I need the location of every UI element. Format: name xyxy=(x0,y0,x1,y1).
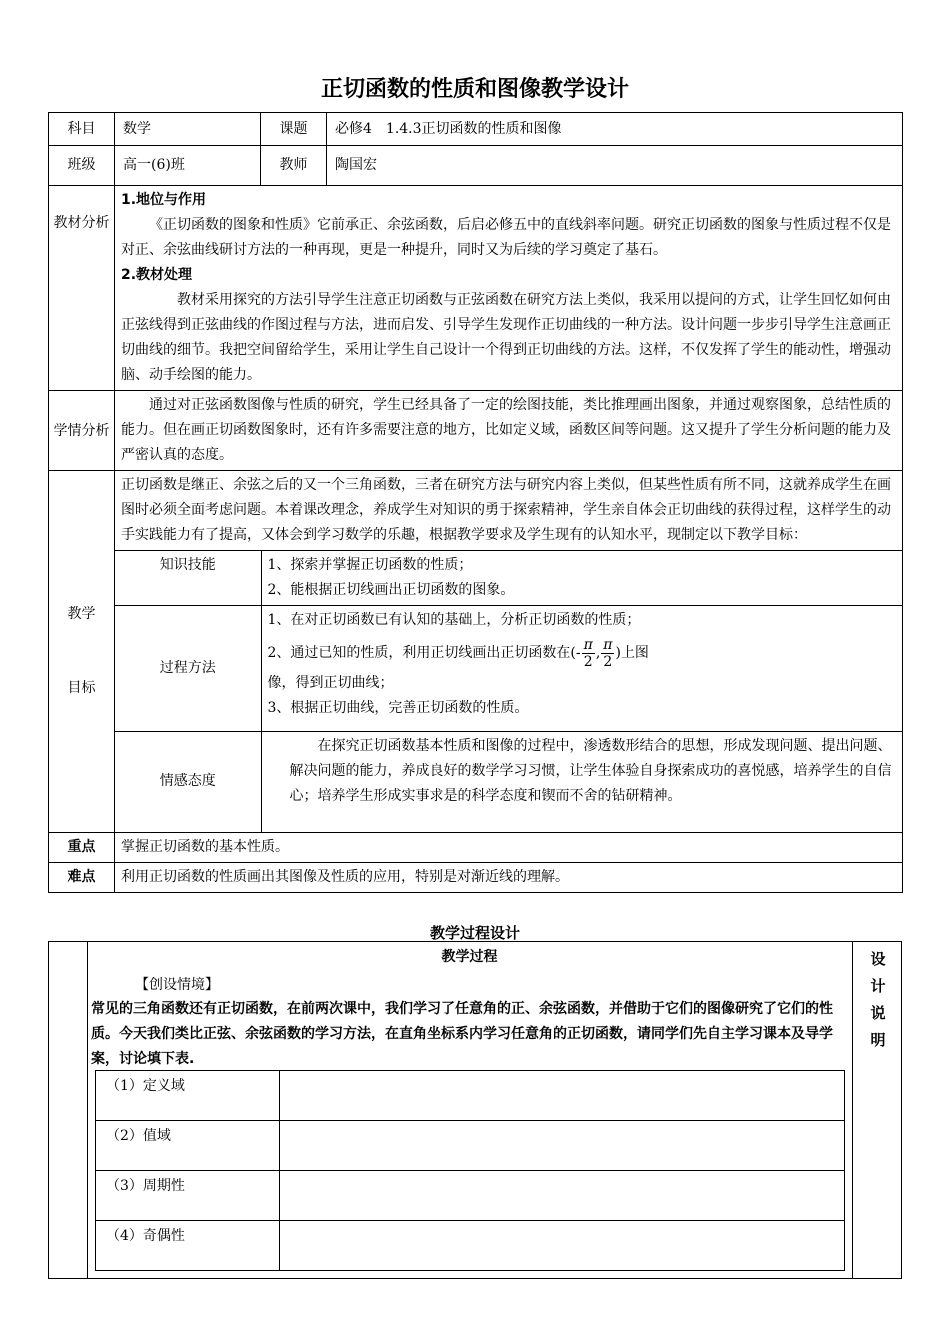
material-heading-2: 2.教材处理 xyxy=(121,267,193,283)
process-label: 过程方法 xyxy=(115,606,261,732)
goals-label-top: 教学 xyxy=(67,606,96,623)
class-value: 高一(6)班 xyxy=(115,146,261,186)
topic-value: 必修4 1.4.3正切函数的性质和图像 xyxy=(327,113,903,146)
properties-table xyxy=(95,1070,845,1271)
process-item-3: 3、根据正切曲线，完善正切函数的性质。 xyxy=(267,700,529,716)
process-header: 教学过程 xyxy=(441,949,498,965)
goals-label-bottom: 目标 xyxy=(67,680,96,697)
interval-comma: , xyxy=(595,645,601,661)
process-item-2 xyxy=(268,635,897,671)
process-intro: 常见的三角函数还有正切函数，在前两次课中，我们学习了任意角的正、余弦函数，并借助于它们的图像研究了它们的性质。今天我们类比正弦、余弦函数的学习方法，在直角坐标系内学习任意角的正切函数，请同学们先自主学习课本及导学案，讨论填下表. xyxy=(91,1001,833,1067)
fraction-pi-over-2-b xyxy=(601,637,614,670)
side-char-4: 明 xyxy=(870,1031,886,1049)
material-label-text: 教材分析 xyxy=(53,215,110,231)
fraction-numerator: π xyxy=(583,636,593,653)
process-item-1: 1、在对正切函数已有认知的基础上，分析正切函数的性质； xyxy=(267,612,641,628)
divider-right xyxy=(852,942,853,1278)
process-content xyxy=(261,606,902,732)
process-item-2-tail: 上图 xyxy=(620,645,649,661)
topic-label: 课题 xyxy=(261,113,327,146)
fraction-numerator-b: π xyxy=(603,636,613,653)
property-answer[interactable] xyxy=(280,1071,845,1121)
design-notes-header xyxy=(859,946,897,1054)
interval-close: ) xyxy=(615,645,621,661)
situation-heading: 【创设情境】 xyxy=(135,977,219,993)
process-item-2-cont: 像，得到正切曲线； xyxy=(267,675,394,691)
property-label: （1）定义域 xyxy=(96,1071,280,1121)
knowledge-label: 知识技能 xyxy=(115,551,261,606)
property-label: （4）奇偶性 xyxy=(96,1221,280,1271)
property-label: （2）值域 xyxy=(96,1121,280,1171)
knowledge-content xyxy=(261,551,902,606)
property-label: （3）周期性 xyxy=(96,1171,280,1221)
page-title: 正切函数的性质和图像教学设计 xyxy=(320,77,629,102)
subject-value: 数学 xyxy=(115,113,261,146)
key-label: 重点 xyxy=(49,832,115,862)
design-table xyxy=(48,112,903,893)
property-answer[interactable] xyxy=(280,1121,845,1171)
key-content: 掌握正切函数的基本性质。 xyxy=(115,832,903,862)
process-section-title: 教学过程设计 xyxy=(429,924,520,942)
goals-intro: 正切函数是继正、余弦之后的又一个三角函数，三者在研究方法与研究内容上类似，但某些性质有所不同，这就养成学生在画图时必须全面考虑问题。本着课改理念，养成学生对知识的勇于探索精神，学生亲自体会正切曲线的获得过程，这样学生的动手实践能力有了提高，又体会到学习数学的乐趣，根据教学要求及学生现有的认知水平，现制定以下教学目标： xyxy=(121,477,891,543)
property-answer[interactable] xyxy=(280,1221,845,1271)
process-table xyxy=(48,941,902,1279)
class-label: 班级 xyxy=(49,146,115,186)
goals-label xyxy=(49,471,115,833)
material-label xyxy=(49,186,115,391)
side-char-2: 计 xyxy=(870,977,886,995)
material-content xyxy=(115,186,903,391)
knowledge-item-2: 2、能根据正切线画出正切函数的图象。 xyxy=(267,582,515,598)
material-heading-1: 1.地位与作用 xyxy=(121,192,207,208)
emotion-label: 情感态度 xyxy=(115,732,261,832)
goals-subtable xyxy=(115,550,902,832)
learner-label: 学情分析 xyxy=(49,391,115,471)
teacher-label: 教师 xyxy=(261,146,327,186)
goals-content xyxy=(115,471,903,833)
knowledge-item-1: 1、探索并掌握正切函数的性质； xyxy=(267,557,473,573)
material-paragraph-1: 《正切函数的图象和性质》它前承正、余弦函数，后启必修五中的直线斜率问题。研究正切函数的图象与性质过程不仅是对正、余弦曲线研讨方法的一种再现，更是一种提升，同时又为后续的学习奠定了基石。 xyxy=(121,217,891,258)
divider-left xyxy=(87,942,88,1278)
material-paragraph-2: 教材采用探究的方法引导学生注意正切函数与正弦函数在研究方法上类似，我采用以提问的方式，让学生回忆如何由正弦线得到正弦曲线的作图过程与方法，进而启发、引导学生发现作正切曲线的一种方法。设计问题一步步引导学生注意画正切曲线的细节。我把空间留给学生，采用让学生自己设计一个得到正切曲线的方法。这样，不仅发挥了学生的能动性，增强动脑、动手绘图的能力。 xyxy=(121,292,891,383)
subject-label: 科目 xyxy=(49,113,115,146)
difficulty-label: 难点 xyxy=(49,862,115,892)
side-char-1: 设 xyxy=(870,950,886,968)
learner-content: 通过对正弦函数图像与性质的研究，学生已经具备了一定的绘图技能，类比推理画出图象，并通过观察图象，总结性质的能力。但在画正切函数图象时，还有许多需要注意的地方，比如定义域，函数区间等问题。这又提升了学生分析问题的能力及严密认真的态度。 xyxy=(115,391,903,471)
fraction-denominator-b: 2 xyxy=(603,653,613,670)
difficulty-content: 利用正切函数的性质画出其图像及性质的应用，特别是对渐近线的理解。 xyxy=(115,862,903,892)
fraction-denominator: 2 xyxy=(583,653,593,670)
teacher-value: 陶国宏 xyxy=(327,146,903,186)
interval-open: (- xyxy=(570,645,581,661)
fraction-pi-over-2 xyxy=(582,637,595,670)
property-answer[interactable] xyxy=(280,1171,845,1221)
side-char-3: 说 xyxy=(870,1004,886,1022)
process-item-2-text: 2、通过已知的性质，利用正切线画出正切函数在 xyxy=(267,645,571,661)
emotion-content: 在探究正切函数基本性质和图像的过程中，渗透数形结合的思想，形成发现问题、提出问题、解决问题的能力，养成良好的数学学习习惯，让学生体验自身探索成功的喜悦感，培养学生的自信心；培养学生形成实事求是的科学态度和锲而不舍的钻研精神。 xyxy=(261,732,902,832)
